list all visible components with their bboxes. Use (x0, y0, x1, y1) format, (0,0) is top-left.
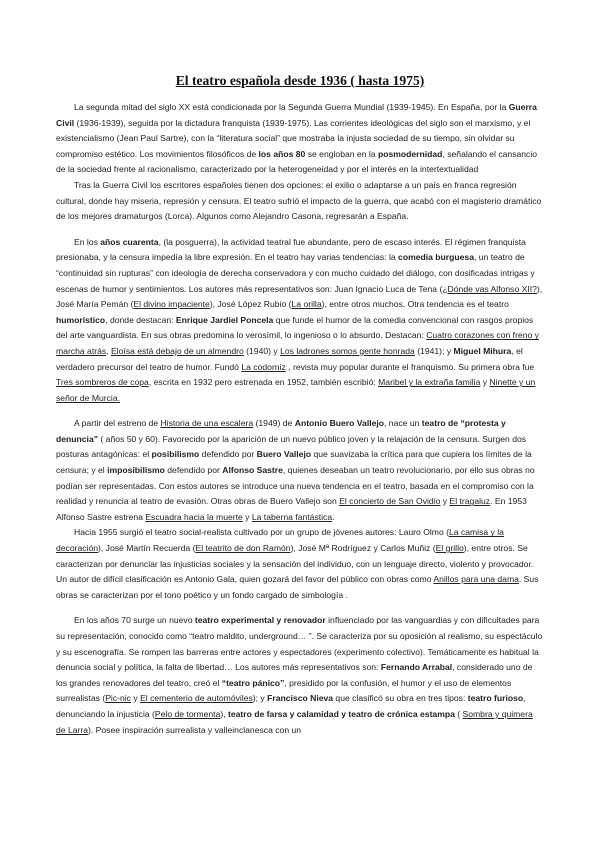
document-page (56, 72, 544, 738)
text-run: (1941); y (414, 345, 454, 356)
work-title: ¿Dónde vas Alfonso XII? (442, 283, 537, 294)
text-run: , presidido por la confusión, el humor y el uso de elementos surrealistas ( (56, 677, 512, 704)
bold-run: Enrique Jardiel Poncela (175, 314, 274, 325)
bold-run: teatro experimental y renovador (194, 615, 326, 626)
text-run: A partir del estreno de (74, 418, 161, 429)
bold-run: posibilismo (151, 449, 200, 460)
text-run: ), José López Rubio ( (209, 299, 292, 310)
text-run: ), entre otros. Se caracterizan por denunciar las injusticias sociales y la sensación del individuo, con un lenguaje directo, violento y provocador. Un autor de difícil clasificación es Antonio Gala, quien gozará del favor del público con obras como (56, 543, 534, 585)
work-title: El divino impaciente (133, 299, 210, 310)
work-title: Historia de una escalera (160, 418, 254, 429)
paragraph-forties (56, 235, 544, 407)
text-run: . (332, 511, 335, 522)
work-title: La codorniz (241, 361, 286, 372)
text-run: defendido por (164, 465, 223, 476)
work-title: Maribel y la extraña familia (378, 377, 481, 388)
work-title: El cementerio de automóviles (140, 693, 253, 704)
text-run: En los años 70 surge un nuevo (74, 615, 195, 626)
paragraph-protest-theatre (56, 416, 544, 525)
text-run: , revista muy popular durante el franquismo. Su primera obra fue (285, 361, 535, 372)
bold-run: Miguel Mihura (453, 345, 512, 356)
paragraph-social-realism (56, 525, 544, 603)
text-run: , el verdadero precursor del teatro de humor. Fundó (56, 345, 523, 372)
text-run: que clasificó su obra en tres tipos: (333, 693, 468, 704)
bold-run: Guerra Civil (56, 102, 537, 128)
text-run: La segunda mitad del siglo XX está condicionada por la Segunda Guerra Mundial (1939-1945). En España, por la (74, 102, 509, 112)
work-title: Cuatro corazones con freno y marcha atrás (56, 330, 539, 356)
text-run: que funde el humor de la comedia convencional con rasgos propios del arte vanguardista. En sus obras predomina lo verosímil, lo ingenioso o lo absurdo. Destacan: (56, 314, 534, 341)
bold-run: comedia burguesa (398, 252, 474, 263)
text-run: (1936-1939), seguida por la dictadura franquista (1939-1975). Las corrientes ideológicas del siglo son el marxismo, y el existencialismo (Jean Paul Sartre), con la “literatura social” que mostraba la injusta sociedad de su tiempo, sin olvidar su compromiso estético. Los movimientos filosóficos de (56, 117, 531, 159)
work-title: Escuadra hacia la muerte (145, 511, 243, 522)
bold-run: Alfonso Sastre (222, 465, 283, 476)
bold-run: años cuarenta (100, 236, 159, 247)
bold-run: “teatro pánico” (221, 677, 285, 688)
work-title: El teatrito de don Ramón (195, 543, 291, 554)
bold-run: teatro de “protesta y denuncia” (56, 418, 506, 444)
bold-run: Buero Vallejo (256, 449, 312, 460)
text-run: , escrita en 1932 pero estrenada en 1952, también escribió: (148, 377, 379, 388)
text-run: ), José Mª Rodríguez y Carlos Muñiz ( (290, 543, 436, 554)
bold-run: posmodernidad (377, 148, 443, 159)
text-run: Tras la Guerra Civil los escritores españoles tienen dos opciones: el exilio o adaptarse a un país en franca regresión cultural, donde hay miseria, represión y censura. El teatro sufrió el impacto de la guerra, que acabó con el magisterio dramático de los mejores dramaturgos (Lorca). Algunos como Alejandro Casona, regresarán a España. (56, 179, 542, 222)
text-run: , (106, 345, 111, 356)
text-run: y (440, 496, 450, 507)
text-run: ), José Martín Recuerda ( (98, 543, 196, 554)
bold-run: imposibilismo (107, 465, 165, 476)
paragraph-context (56, 100, 544, 178)
text-run: y (480, 377, 490, 388)
work-title: El concierto de San Ovidio (339, 496, 441, 507)
text-run: , considerado uno de los grandes renovadores del teatro, creó el (56, 662, 533, 688)
work-title: Los ladrones somos gente honrada (280, 345, 415, 356)
bold-run: humorístico (56, 314, 106, 325)
text-run: . En 1953 Alfonso Sastre estrena (56, 496, 527, 522)
bold-run: Fernando Arrabal (380, 662, 453, 673)
text-run: , quienes deseaban un teatro revolucionario, por ello sus obras no podían ser representadas. Con estos autores se introduce una nueva tendencia en el teatro, basada en el compromiso con la realidad y renuncia al teatro de evasión. Otras obras de Buero Vallejo son (56, 465, 535, 507)
work-title: La camisa y la decoración (56, 527, 504, 554)
work-title: Ninette y un señor de Murcia. (56, 377, 536, 403)
bold-run: Antonio Buero Vallejo (294, 418, 385, 429)
text-run: , denunciando la injusticia ( (56, 693, 526, 719)
text-run: que suavizaba la crítica para que cupiera los límites de la censura; y el (56, 449, 532, 476)
text-run: , un teatro de “continuidad sin rupturas” con ideología de derecha conservadora y con mucho cuidado del diálogo, con dosificadas intrigas y escenas de humor y sentimientos. Los autores más representativos son: Juan Ignacio Luca de Tena ( (56, 252, 535, 294)
work-title: La orilla (291, 299, 322, 310)
work-title: Anillos para una dama (433, 574, 519, 585)
paragraph-civil-war (56, 178, 544, 225)
text-run: ), (220, 708, 228, 719)
work-title: La taberna fantástica (251, 511, 333, 522)
bold-run: teatro furioso (467, 693, 524, 704)
work-title: Pic-nic (105, 693, 131, 704)
work-title: El tragaluz (449, 496, 491, 507)
text-run: ), entre otros muchos. Otra tendencia es el teatro (321, 299, 509, 310)
text-run: , donde destacan: (105, 314, 176, 325)
document-title: El teatro española desde 1936 ( hasta 1975) (175, 73, 425, 88)
bold-run: teatro de farsa y calamidad y teatro de crónica estampa (228, 708, 455, 719)
text-run: ), José María Pemán ( (56, 283, 543, 310)
bold-run: Francisco Nieva (267, 693, 334, 704)
work-title: El grillo (435, 543, 464, 554)
text-run: se engloban en la (305, 148, 378, 159)
text-run: En los (74, 236, 101, 247)
text-run: Hacia 1955 surgió el teatro social-realista cultivado por un grupo de jóvenes autores: Lauro Olmo ( (74, 527, 449, 538)
work-title: Eloísa está debajo de un almendro (110, 345, 244, 356)
text-run: y (242, 511, 252, 522)
text-run: (1949) de (253, 418, 295, 429)
text-run: ); y (252, 693, 268, 704)
bold-run: los años 80 (258, 148, 306, 159)
text-run: influenciado por las vanguardias y con dificultades para su representación, conocido como “teatro maldito, underground… ”. Se caracteriza por su oposición al realismo, su espectáculo y su escenografía. Se rompen las barreras entre actores y espectadores (experimento colectivo). Temáticamente es habitual la denuncia social y política, la falta de libertad… Los autores más representativos son: (56, 615, 543, 673)
paragraph-seventies (56, 613, 544, 738)
text-run: ( (454, 708, 463, 719)
text-run: ( años 50 y 60). Favorecido por la aparición de un nuevo público joven y la relajación de la censura. Surgen dos posturas antagónicas: el (56, 433, 527, 460)
text-run: defendido por (199, 449, 257, 460)
work-title: Pelo de tormenta (154, 708, 221, 719)
text-run: (1940) y (243, 345, 281, 356)
text-run: , señalando el cansancio de la sociedad frente al racionalismo, caracterizado por la heterogeneidad y por el interés en la intertextualidad (56, 148, 538, 175)
work-title: Tres sombreros de copa (56, 377, 149, 388)
text-run: . Sus obras se caracterizan por el tono poético y un fondo cargado de simbología . (56, 574, 539, 600)
text-run: y (130, 693, 141, 704)
text-run: , nace un (384, 418, 422, 429)
text-run: ). Posee inspiración surrealista y valleinclanesca con un (88, 724, 302, 735)
text-run: , (la posguerra), la actividad teatral fue abundante, pero de escaso interés. El régimen franquista presionaba, y la censura impedía la libre expresión. En el teatro hay varias tendencias: la (56, 236, 526, 263)
work-title: Sombra y quimera de Larra (56, 708, 533, 735)
